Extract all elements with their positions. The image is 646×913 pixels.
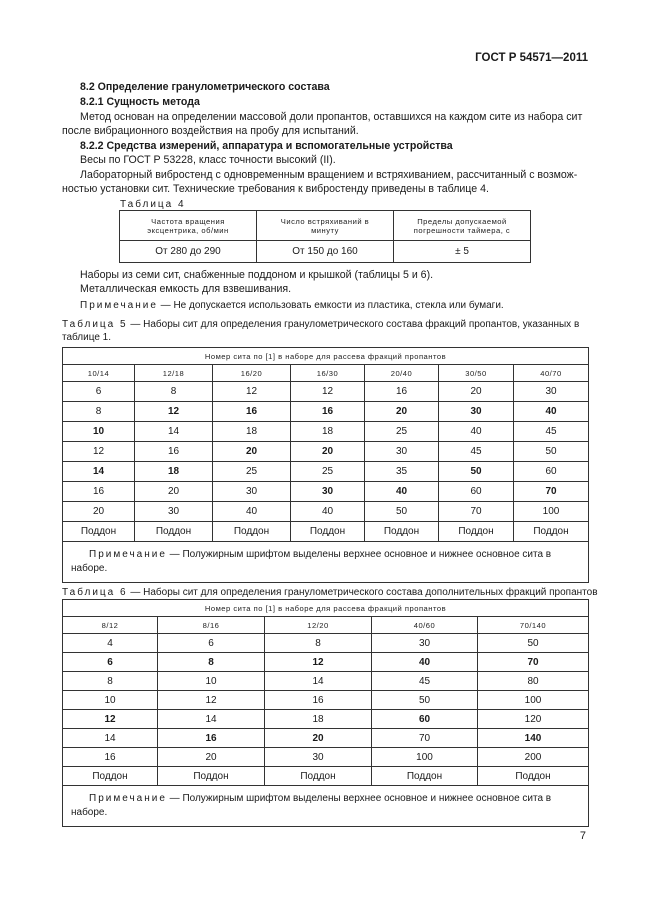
table5-caption-text-cont: таблице 1. [62, 332, 112, 343]
table5-cell: Поддон [439, 522, 514, 542]
table6-cell: 18 [265, 710, 372, 729]
table6-cell: 30 [372, 634, 478, 653]
table6-cell: 50 [478, 634, 589, 653]
table5-cell: 18 [213, 422, 291, 442]
table5-cell: 40 [365, 482, 439, 502]
table6-cell: 8 [63, 672, 158, 691]
note-text: — Не допускается использовать емкости из пластика, стекла или бумаги. [157, 300, 504, 311]
paragraph-vibro-line2: ностью установки сит. Технические требования к вибростенду приведены в таблице 4. [62, 183, 489, 195]
table5-cell: 20 [63, 502, 135, 522]
table6-row [63, 691, 589, 710]
table6-note-text-cont: наборе. [71, 807, 108, 818]
table6-cell: 8 [158, 653, 265, 672]
table6-cell: Поддон [372, 767, 478, 786]
table5-cell: 16 [291, 402, 365, 422]
table5-cell: 40 [514, 402, 589, 422]
table5-cell: 12 [135, 402, 213, 422]
table6-cell: 6 [158, 634, 265, 653]
table5-cell: 100 [514, 502, 589, 522]
paragraph-method-line1: Метод основан на определении массовой доли пропантов, оставшихся на каждом сите из набора сит [80, 111, 583, 123]
table4-header-cell [257, 211, 394, 241]
table6-cell: 14 [158, 710, 265, 729]
table5-cell: 30 [365, 442, 439, 462]
table6-column-header: 12/20 [265, 617, 372, 634]
table6-note-text: — Полужирным шрифтом выделены верхнее основное и нижнее основное сита в [166, 793, 552, 804]
table6-cell: 70 [372, 729, 478, 748]
table5-cell: 40 [439, 422, 514, 442]
table5-cell: 14 [135, 422, 213, 442]
table5-row [63, 482, 589, 502]
table5-cell: Поддон [291, 522, 365, 542]
table6-cell: 70 [478, 653, 589, 672]
table4 [119, 210, 531, 263]
table6-caption [62, 585, 598, 600]
table4-cell: От 280 до 290 [120, 241, 257, 263]
table5-cell: 12 [291, 382, 365, 402]
table6-cell: Поддон [158, 767, 265, 786]
paragraph-sieve-sets: Наборы из семи сит, снабженные поддоном и крышкой (таблицы 5 и 6). [80, 269, 434, 281]
table6-column-header: 40/60 [372, 617, 478, 634]
table4-header-line: эксцентрика, об/мин [147, 225, 229, 235]
table5-cell: Поддон [365, 522, 439, 542]
section-heading-8-2-2: 8.2.2 Средства измерений, аппаратура и вспомогательные устройства [80, 140, 453, 152]
table6-column-header: 8/12 [63, 617, 158, 634]
table6-note [63, 786, 589, 827]
table6-cell: 10 [158, 672, 265, 691]
table5-cell: 40 [291, 502, 365, 522]
table5-cell: 50 [365, 502, 439, 522]
table5-note-text-cont: наборе. [71, 563, 108, 574]
table4-header-cell [394, 211, 531, 241]
table5-caption-label: Таблица 5 [62, 319, 128, 330]
table5-cell: Поддон [514, 522, 589, 542]
table5-column-header: 10/14 [63, 365, 135, 382]
table5-cell: 6 [63, 382, 135, 402]
table5-row [63, 382, 589, 402]
table6-cell: 200 [478, 748, 589, 767]
paragraph-method-line2: после вибрационного воздействия на пробу для испытаний. [62, 125, 359, 137]
table5-cell: 25 [291, 462, 365, 482]
page-number: 7 [579, 830, 586, 842]
table6-cell: 60 [372, 710, 478, 729]
note-label: Примечание [80, 300, 158, 311]
table5-caption [62, 318, 579, 344]
table6-cell: Поддон [63, 767, 158, 786]
table5-cell: 25 [365, 422, 439, 442]
table5-row [63, 522, 589, 542]
table6-cell: 50 [372, 691, 478, 710]
table5-cell: 18 [135, 462, 213, 482]
table6-cell: 4 [63, 634, 158, 653]
table5-note-text: — Полужирным шрифтом выделены верхнее основное и нижнее основное сита в [166, 549, 552, 560]
table5-cell: 20 [365, 402, 439, 422]
table5-cell: 60 [514, 462, 589, 482]
table5-cell: 40 [213, 502, 291, 522]
table5-cell: 35 [365, 462, 439, 482]
table4-header-line: погрешности таймера, с [413, 225, 511, 235]
table5-cell: 10 [63, 422, 135, 442]
table5-cell: 50 [439, 462, 514, 482]
table5-row [63, 462, 589, 482]
section-heading-8-2: 8.2 Определение гранулометрического состава [80, 81, 330, 93]
paragraph-weighing-vessel: Металлическая емкость для взвешивания. [80, 283, 292, 295]
table5-cell: 30 [514, 382, 589, 402]
table6-row [63, 710, 589, 729]
table5-cell: 70 [514, 482, 589, 502]
table4-header-line: минуту [311, 225, 339, 235]
table6-row [63, 653, 589, 672]
table5-cell: 30 [291, 482, 365, 502]
table5-cell: 20 [439, 382, 514, 402]
table5-column-header: 12/18 [135, 365, 213, 382]
table6-column-header: 70/140 [478, 617, 589, 634]
table6-group-header: Номер сита по [1] в наборе для рассева фракций пропантов [63, 600, 589, 617]
table5-column-header: 16/30 [291, 365, 365, 382]
table6-row [63, 634, 589, 653]
table5-cell: 16 [213, 402, 291, 422]
table6-cell: 16 [265, 691, 372, 710]
table5-cell: 30 [439, 402, 514, 422]
table5-cell: 20 [135, 482, 213, 502]
section-heading-8-2-1: 8.2.1 Сущность метода [80, 96, 200, 108]
table6-cell: 30 [265, 748, 372, 767]
table5-cell: 60 [439, 482, 514, 502]
table6-cell: 100 [372, 748, 478, 767]
table4-caption: Таблица 4 [120, 199, 186, 210]
table6-cell: 12 [265, 653, 372, 672]
table5-column-header: 30/50 [439, 365, 514, 382]
table6-row [63, 729, 589, 748]
table6-cell: 16 [63, 748, 158, 767]
table6-cell: 16 [158, 729, 265, 748]
table5-cell: 45 [514, 422, 589, 442]
table5-cell: 16 [135, 442, 213, 462]
table6-row [63, 672, 589, 691]
table4-header-line: Пределы допускаемой [417, 216, 507, 226]
table5-cell: 20 [213, 442, 291, 462]
table6-cell: Поддон [478, 767, 589, 786]
table5-cell: 8 [135, 382, 213, 402]
table5-cell: 70 [439, 502, 514, 522]
table6-cell: Поддон [265, 767, 372, 786]
table5-cell: 30 [135, 502, 213, 522]
table5-cell: 18 [291, 422, 365, 442]
table4-header-line: Число встряхиваний в [280, 216, 370, 226]
table5-cell: 8 [63, 402, 135, 422]
document-header: ГОСТ Р 54571—2011 [475, 52, 588, 64]
table5-cell: 20 [291, 442, 365, 462]
table5-cell: 30 [213, 482, 291, 502]
table5-row [63, 502, 589, 522]
table6-cell: 140 [478, 729, 589, 748]
table6-note-label: Примечание [89, 793, 167, 804]
table5-note [63, 542, 589, 583]
table6-caption-text: — Наборы сит для определения гранулометрического состава дополнительных фракций пропантов [127, 587, 598, 598]
table5-cell: 12 [213, 382, 291, 402]
table6-cell: 80 [478, 672, 589, 691]
table6-cell: 20 [265, 729, 372, 748]
paragraph-vibro-line1: Лабораторный вибростенд с одновременным вращением и встряхиванием, рассчитанный с возмож- [80, 169, 578, 181]
paragraph-scales: Весы по ГОСТ Р 53228, класс точности высокий (II). [80, 154, 336, 166]
table6-cell: 12 [63, 710, 158, 729]
table5-cell: 14 [63, 462, 135, 482]
table6-cell: 14 [63, 729, 158, 748]
table6 [62, 599, 589, 827]
table4-header-cell [120, 211, 257, 241]
table5-column-header: 16/20 [213, 365, 291, 382]
table4-header-line: Частота вращения [151, 216, 225, 226]
table6-row [63, 767, 589, 786]
table5-cell: Поддон [213, 522, 291, 542]
table6-cell: 6 [63, 653, 158, 672]
table5-cell: 12 [63, 442, 135, 462]
table5-cell: 16 [63, 482, 135, 502]
table5-note-label: Примечание [89, 549, 167, 560]
table6-cell: 10 [63, 691, 158, 710]
table4-cell: От 150 до 160 [257, 241, 394, 263]
table4-cell: ± 5 [394, 241, 531, 263]
table5-cell: Поддон [135, 522, 213, 542]
table5-row [63, 422, 589, 442]
table6-cell: 100 [478, 691, 589, 710]
table5 [62, 347, 589, 583]
table6-cell: 45 [372, 672, 478, 691]
table5-caption-text: — Наборы сит для определения гранулометрического состава фракций пропантов, указанных в [127, 319, 580, 330]
table5-cell: 25 [213, 462, 291, 482]
table5-cell: Поддон [63, 522, 135, 542]
table5-column-header: 40/70 [514, 365, 589, 382]
table5-cell: 45 [439, 442, 514, 462]
table5-cell: 50 [514, 442, 589, 462]
table6-cell: 14 [265, 672, 372, 691]
table6-row [63, 748, 589, 767]
table6-cell: 40 [372, 653, 478, 672]
table6-cell: 20 [158, 748, 265, 767]
note-vessel [80, 298, 504, 313]
table5-group-header: Номер сита по [1] в наборе для рассева фракций пропантов [63, 348, 589, 365]
table6-column-header: 8/16 [158, 617, 265, 634]
table6-cell: 120 [478, 710, 589, 729]
table5-cell: 16 [365, 382, 439, 402]
table5-row [63, 402, 589, 422]
table6-cell: 8 [265, 634, 372, 653]
table5-column-header: 20/40 [365, 365, 439, 382]
table6-cell: 12 [158, 691, 265, 710]
table6-caption-label: Таблица 6 [62, 587, 128, 598]
table5-row [63, 442, 589, 462]
